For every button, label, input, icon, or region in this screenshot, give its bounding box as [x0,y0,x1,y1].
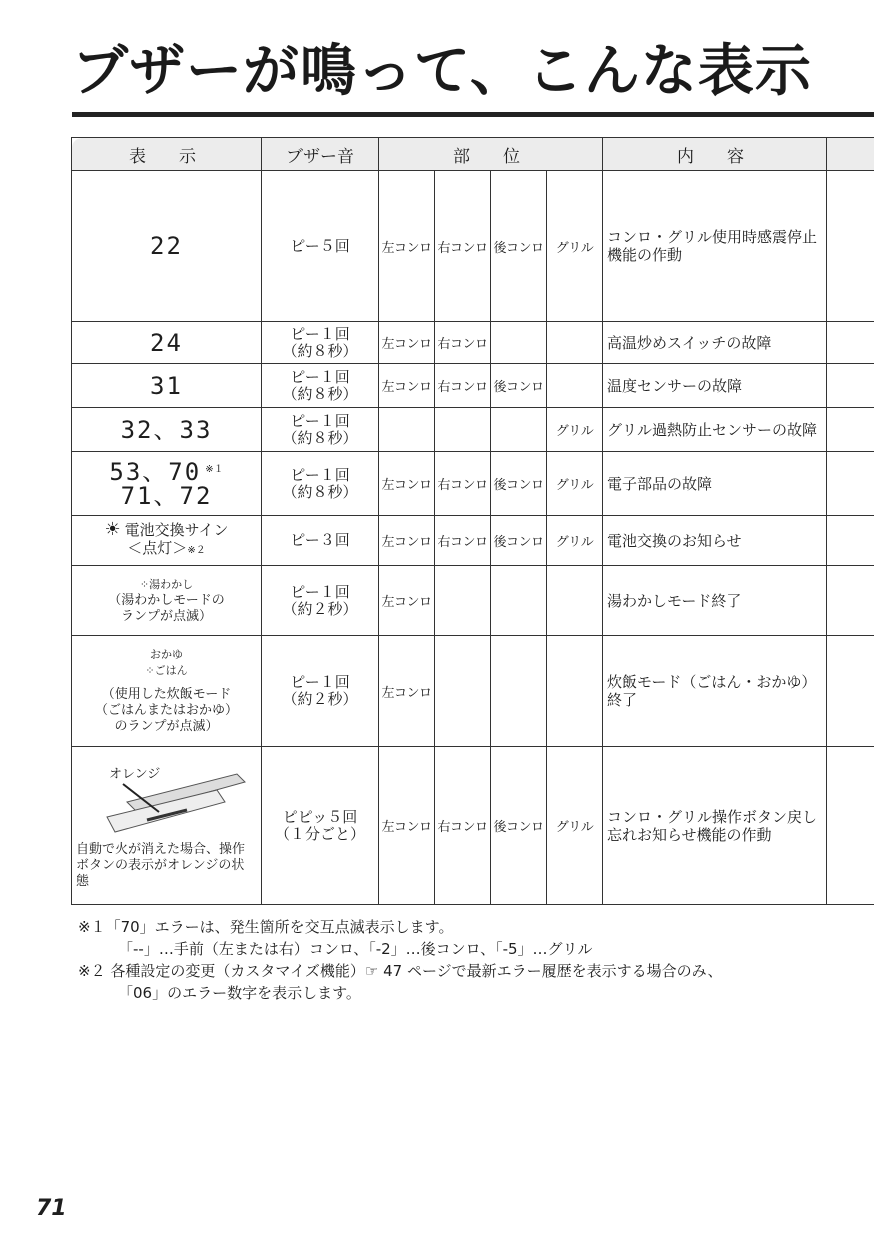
part-grill [547,322,603,364]
error-code: 32、33 [120,415,213,444]
display-note: 自動で火が消えた場合、操作ボタンの表示がオレンジの状態 [76,841,246,889]
display-note: のランプが点滅） [114,719,219,734]
lamp-label: 湯わかし [149,577,194,591]
footnotes [78,916,858,1004]
page-title: ブザーが鳴って、こんな表示 [72,39,812,104]
error-code: 31 [150,371,183,400]
error-code: 22 [150,232,183,260]
footnote-1-detail: 「--」…手前（左または右）コンロ、「-2」…後コンロ、「-5」…グリル [118,940,593,958]
footnote-2: ※２ 各種設定の変更（カスタマイズ機能）☞ 47 ページで最新エラー履歴を表示する場合のみ、 [78,962,723,980]
part-left: 左コンロ [379,566,435,636]
part-back [491,322,547,364]
error-table [71,137,874,905]
error-code: 24 [150,328,183,357]
footnote-2-detail: 「06」のエラー数字を表示します。 [118,984,361,1002]
header-blank [827,138,874,171]
content-text: 温度センサーの故障 [603,364,827,408]
part-grill: グリル [547,171,603,322]
display-note: （使用した炊飯モード [101,687,232,702]
content-text: 電子部品の故障 [603,452,827,516]
part-left: 左コンロ [379,364,435,408]
table-row [72,322,874,364]
content-text: 高温炒めスイッチの故障 [603,322,827,364]
battery-sign-label: 電池交換サイン [124,521,229,539]
buzzer-duration: （約８秒） [282,482,358,501]
part-right [435,636,491,747]
footnote-mark: ※２ [187,545,206,556]
battery-sign-state: ＜点灯＞ [127,539,188,557]
part-left: 左コンロ [379,171,435,322]
part-left: 左コンロ [379,636,435,747]
part-grill: グリル [547,408,603,452]
header-buzzer: ブザー音 [262,138,379,171]
part-right: 右コンロ [435,516,491,566]
footnote-mark: ※１ [205,463,224,475]
battery-sign-icon: ☀ [104,519,121,540]
buzzer-sound: ピー１回 [290,582,350,601]
title-underline [72,112,874,117]
lamp-label: ごはん [154,664,188,677]
part-left: 左コンロ [379,322,435,364]
part-back: 後コンロ [491,364,547,408]
part-grill [547,566,603,636]
part-grill: グリル [547,452,603,516]
part-left: 左コンロ [379,516,435,566]
orange-label: オレンジ [108,766,160,782]
buzzer-duration: （約８秒） [282,428,358,447]
part-right [435,566,491,636]
buzzer-sound: ピー１回 [290,411,350,430]
table-row [72,408,874,452]
display-note: ランプが点滅） [120,608,212,624]
table-row [72,452,874,516]
content-text: コンロ・グリル操作ボタン戻し忘れお知らせ機能の作動 [603,747,827,905]
part-right: 右コンロ [435,171,491,322]
part-right [435,408,491,452]
header-display: 表 示 [72,138,262,171]
content-text: 湯わかしモード終了 [603,566,827,636]
error-code: 71、72 [120,481,213,510]
table-row [72,171,874,322]
buzzer-duration: （約８秒） [282,341,358,360]
buzzer-duration: （１分ごと） [274,824,365,843]
table-row [72,364,874,408]
page-number: 71 [36,1196,67,1221]
content-text: 炊飯モード（ごはん・おかゆ）終了 [603,636,827,747]
buzzer-sound: ピピッ５回 [282,807,358,826]
part-grill: グリル [547,747,603,905]
table-row [72,636,874,747]
part-back: 後コンロ [491,747,547,905]
part-left [379,408,435,452]
part-back: 後コンロ [491,171,547,322]
header-row [72,138,874,171]
buzzer-duration: （約２秒） [282,599,358,618]
part-right: 右コンロ [435,747,491,905]
part-grill [547,636,603,747]
header-part: 部 位 [379,138,603,171]
part-grill [547,364,603,408]
buzzer-duration: （約８秒） [282,384,358,403]
part-right: 右コンロ [435,452,491,516]
part-left: 左コンロ [379,452,435,516]
content-text: グリル過熱防止センサーの故障 [603,408,827,452]
buzzer-duration: （約２秒） [282,690,358,708]
lamp-label: おかゆ [150,648,183,661]
buzzer-sound: ピー３回 [290,531,350,549]
part-right: 右コンロ [435,364,491,408]
part-back [491,566,547,636]
blink-lamp-icon: ⁘ [145,664,155,677]
footnote-1: ※１「70」エラーは、発生箇所を交互点滅表示します。 [78,918,454,936]
buzzer-sound: ピー１回 [290,465,350,484]
table-row [72,566,874,636]
content-text: コンロ・グリル使用時感震停止機能の作動 [603,171,827,322]
part-back: 後コンロ [491,516,547,566]
table-row [72,747,874,905]
display-note: （ごはんまたはおかゆ） [94,703,238,718]
control-panel-illustration [87,762,247,840]
part-right: 右コンロ [435,322,491,364]
part-grill: グリル [547,516,603,566]
table-row [72,516,874,566]
error-code: 53、70 [109,457,202,486]
part-back [491,636,547,747]
header-content: 内 容 [603,138,827,171]
part-back: 後コンロ [491,452,547,516]
display-note: （湯わかしモードの [108,592,225,608]
blink-lamp-icon: ⁘ [139,577,150,591]
buzzer-sound: ピー１回 [290,673,350,691]
part-back [491,408,547,452]
buzzer-sound: ピー５回 [290,236,350,255]
part-left: 左コンロ [379,747,435,905]
content-text: 電池交換のお知らせ [603,516,827,566]
buzzer-sound: ピー１回 [290,367,350,386]
buzzer-sound: ピー１回 [290,324,350,343]
